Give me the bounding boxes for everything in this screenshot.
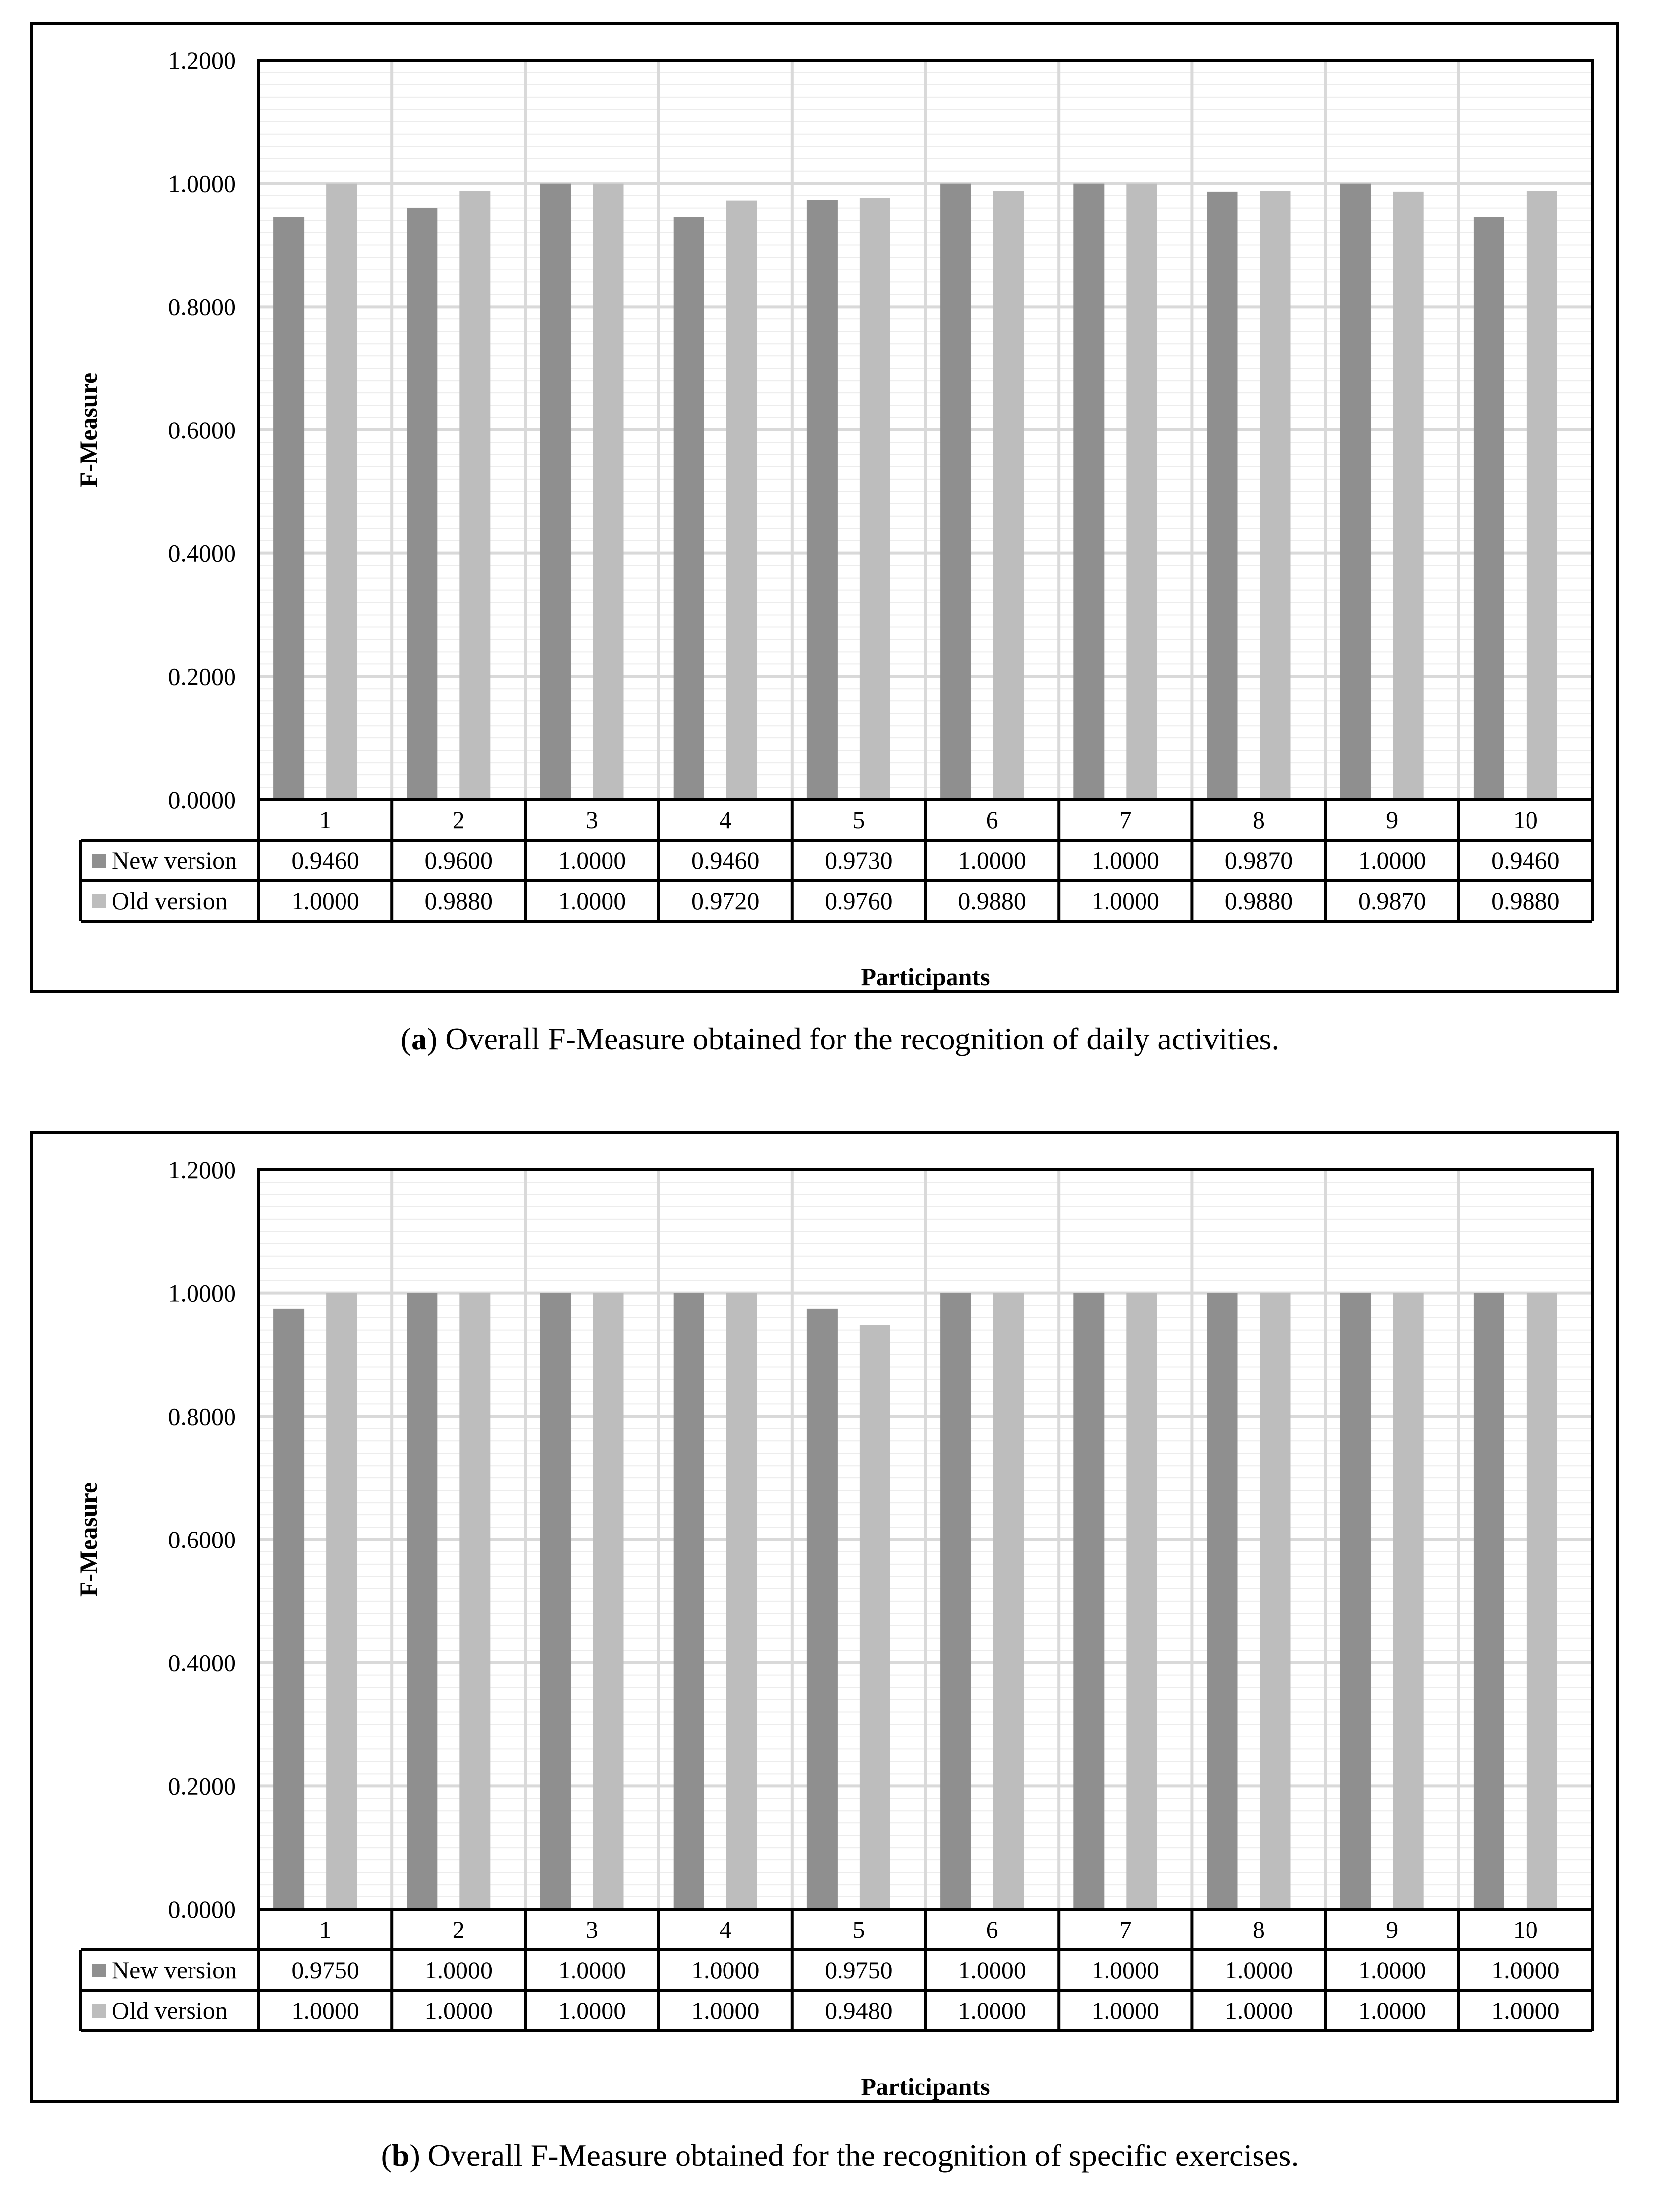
legend-swatch-new [92,1964,106,1977]
data-label: 1.0000 [558,887,626,915]
bar-old-3 [593,1293,624,1909]
bar-new-9 [1340,1293,1371,1909]
bar-new-1 [273,217,304,800]
y-tick-label: 0.6000 [168,416,236,444]
legend-swatch-old [92,894,106,908]
data-label: 0.9600 [424,847,493,874]
bar-new-10 [1474,217,1504,800]
legend-label-new: New version [112,847,237,874]
data-label: 1.0000 [424,1956,493,1984]
bar-new-1 [273,1309,304,1909]
bar-old-2 [459,191,490,800]
x-tick-label: 9 [1386,806,1399,834]
chart-panel-a [30,22,1619,993]
bar-new-5 [807,1309,838,1909]
data-label: 1.0000 [1358,1956,1426,1984]
y-tick-label: 0.8000 [168,293,236,321]
x-tick-label: 7 [1119,1916,1132,1943]
x-tick-label: 5 [852,806,865,834]
bar-old-10 [1527,1293,1557,1909]
x-tick-label: 9 [1386,1916,1399,1943]
bar-old-6 [993,1293,1024,1909]
data-label: 1.0000 [1491,1997,1560,2024]
legend-swatch-new [92,854,106,868]
y-tick-label: 0.4000 [168,539,236,567]
bar-new-9 [1340,184,1371,800]
data-label: 1.0000 [424,1997,493,2024]
y-tick-label: 1.0000 [168,169,236,197]
bar-new-10 [1474,1293,1504,1909]
x-tick-label: 2 [452,1916,465,1943]
data-label: 1.0000 [1091,887,1160,915]
data-label: 1.0000 [691,1956,760,1984]
x-tick-label: 1 [319,806,332,834]
data-label: 1.0000 [1091,847,1160,874]
bar-old-7 [1126,1293,1157,1909]
y-tick-label: 0.6000 [168,1526,236,1553]
data-label: 1.0000 [1358,847,1426,874]
bar-old-9 [1393,1293,1424,1909]
data-label: 0.9460 [291,847,359,874]
chart-a [33,25,1616,990]
bar-new-2 [407,208,437,800]
x-tick-label: 8 [1253,1916,1265,1943]
legend-label-new: New version [112,1956,237,1984]
caption-a-text: Overall F-Measure obtained for the recognition of daily activities. [445,1021,1280,1056]
caption-a-letter: a [411,1021,427,1056]
x-axis-title: Participants [861,963,990,990]
bar-old-10 [1527,191,1557,800]
bar-new-5 [807,200,838,800]
bar-old-4 [726,201,757,800]
bar-new-7 [1073,184,1104,800]
x-tick-label: 4 [719,806,732,834]
data-label: 0.9460 [691,847,760,874]
bar-old-7 [1126,184,1157,800]
legend-label-old: Old version [112,887,228,915]
x-axis-title: Participants [861,2073,990,2100]
data-label: 0.9480 [825,1997,893,2024]
data-label: 0.9880 [1224,887,1293,915]
data-label: 1.0000 [1491,1956,1560,1984]
x-tick-label: 5 [852,1916,865,1943]
data-label: 1.0000 [1224,1997,1293,2024]
bar-old-1 [326,1293,357,1909]
bar-new-6 [940,1293,971,1909]
y-axis-title: F-Measure [75,372,102,488]
bar-old-4 [726,1293,757,1909]
data-label: 1.0000 [1358,1997,1426,2024]
y-tick-label: 0.2000 [168,1772,236,1800]
legend-label-old: Old version [112,1997,228,2024]
y-tick-label: 0.2000 [168,662,236,691]
data-label: 0.9730 [825,847,893,874]
data-label: 0.9750 [825,1956,893,1984]
bar-new-8 [1207,1293,1238,1909]
bar-old-8 [1260,1293,1291,1909]
x-tick-label: 1 [319,1916,332,1943]
y-tick-label: 1.2000 [168,1156,236,1184]
data-label: 0.9880 [1491,887,1560,915]
data-label: 1.0000 [558,1997,626,2024]
caption-b-letter: b [391,2138,410,2173]
bar-new-3 [540,184,571,800]
bar-new-2 [407,1293,437,1909]
bar-new-8 [1207,192,1238,800]
y-tick-label: 0.4000 [168,1649,236,1677]
data-label: 1.0000 [1224,1956,1293,1984]
data-label: 0.9870 [1358,887,1426,915]
x-tick-label: 3 [586,1916,598,1943]
data-label: 1.0000 [291,887,359,915]
data-label: 0.9760 [825,887,893,915]
data-label: 0.9880 [424,887,493,915]
data-label: 1.0000 [558,1956,626,1984]
y-tick-label: 0.8000 [168,1402,236,1430]
x-tick-label: 2 [452,806,465,834]
legend-swatch-old [92,2004,106,2018]
data-label: 0.9870 [1224,847,1293,874]
bar-old-5 [860,198,890,800]
data-label: 0.9750 [291,1956,359,1984]
x-tick-label: 10 [1513,806,1538,834]
data-label: 1.0000 [691,1997,760,2024]
bar-old-2 [459,1293,490,1909]
caption-b-text: Overall F-Measure obtained for the recognition of specific exercises. [427,2138,1299,2173]
x-tick-label: 6 [986,1916,998,1943]
bar-new-4 [674,217,704,800]
y-tick-label: 1.0000 [168,1279,236,1307]
y-tick-label: 0.0000 [168,1895,236,1923]
caption-b: (b) Overall F-Measure obtained for the recognition of specific exercises. [381,2138,1299,2173]
caption-a: (a) Overall F-Measure obtained for the recognition of daily activities. [400,1021,1280,1056]
bar-old-5 [860,1325,890,1909]
data-label: 0.9880 [958,887,1026,915]
x-tick-label: 4 [719,1916,732,1943]
data-label: 0.9720 [691,887,760,915]
bar-old-8 [1260,191,1291,800]
data-label: 1.0000 [1091,1997,1160,2024]
x-tick-label: 6 [986,806,998,834]
data-label: 1.0000 [958,847,1026,874]
y-tick-label: 0.0000 [168,786,236,813]
data-label: 0.9460 [1491,847,1560,874]
data-label: 1.0000 [958,1956,1026,1984]
chart-b [33,1134,1616,2100]
x-tick-label: 10 [1513,1916,1538,1943]
bar-new-4 [674,1293,704,1909]
bar-new-7 [1073,1293,1104,1909]
bar-old-6 [993,191,1024,800]
data-label: 1.0000 [558,847,626,874]
x-tick-label: 3 [586,806,598,834]
bar-old-1 [326,184,357,800]
bar-new-6 [940,184,971,800]
bar-old-3 [593,184,624,800]
x-tick-label: 7 [1119,806,1132,834]
y-axis-title: F-Measure [75,1482,102,1597]
y-tick-label: 1.2000 [168,46,236,74]
data-label: 1.0000 [958,1997,1026,2024]
x-tick-label: 8 [1253,806,1265,834]
chart-panel-b [30,1131,1619,2103]
data-label: 1.0000 [291,1997,359,2024]
data-label: 1.0000 [1091,1956,1160,1984]
bar-new-3 [540,1293,571,1909]
bar-old-9 [1393,192,1424,800]
